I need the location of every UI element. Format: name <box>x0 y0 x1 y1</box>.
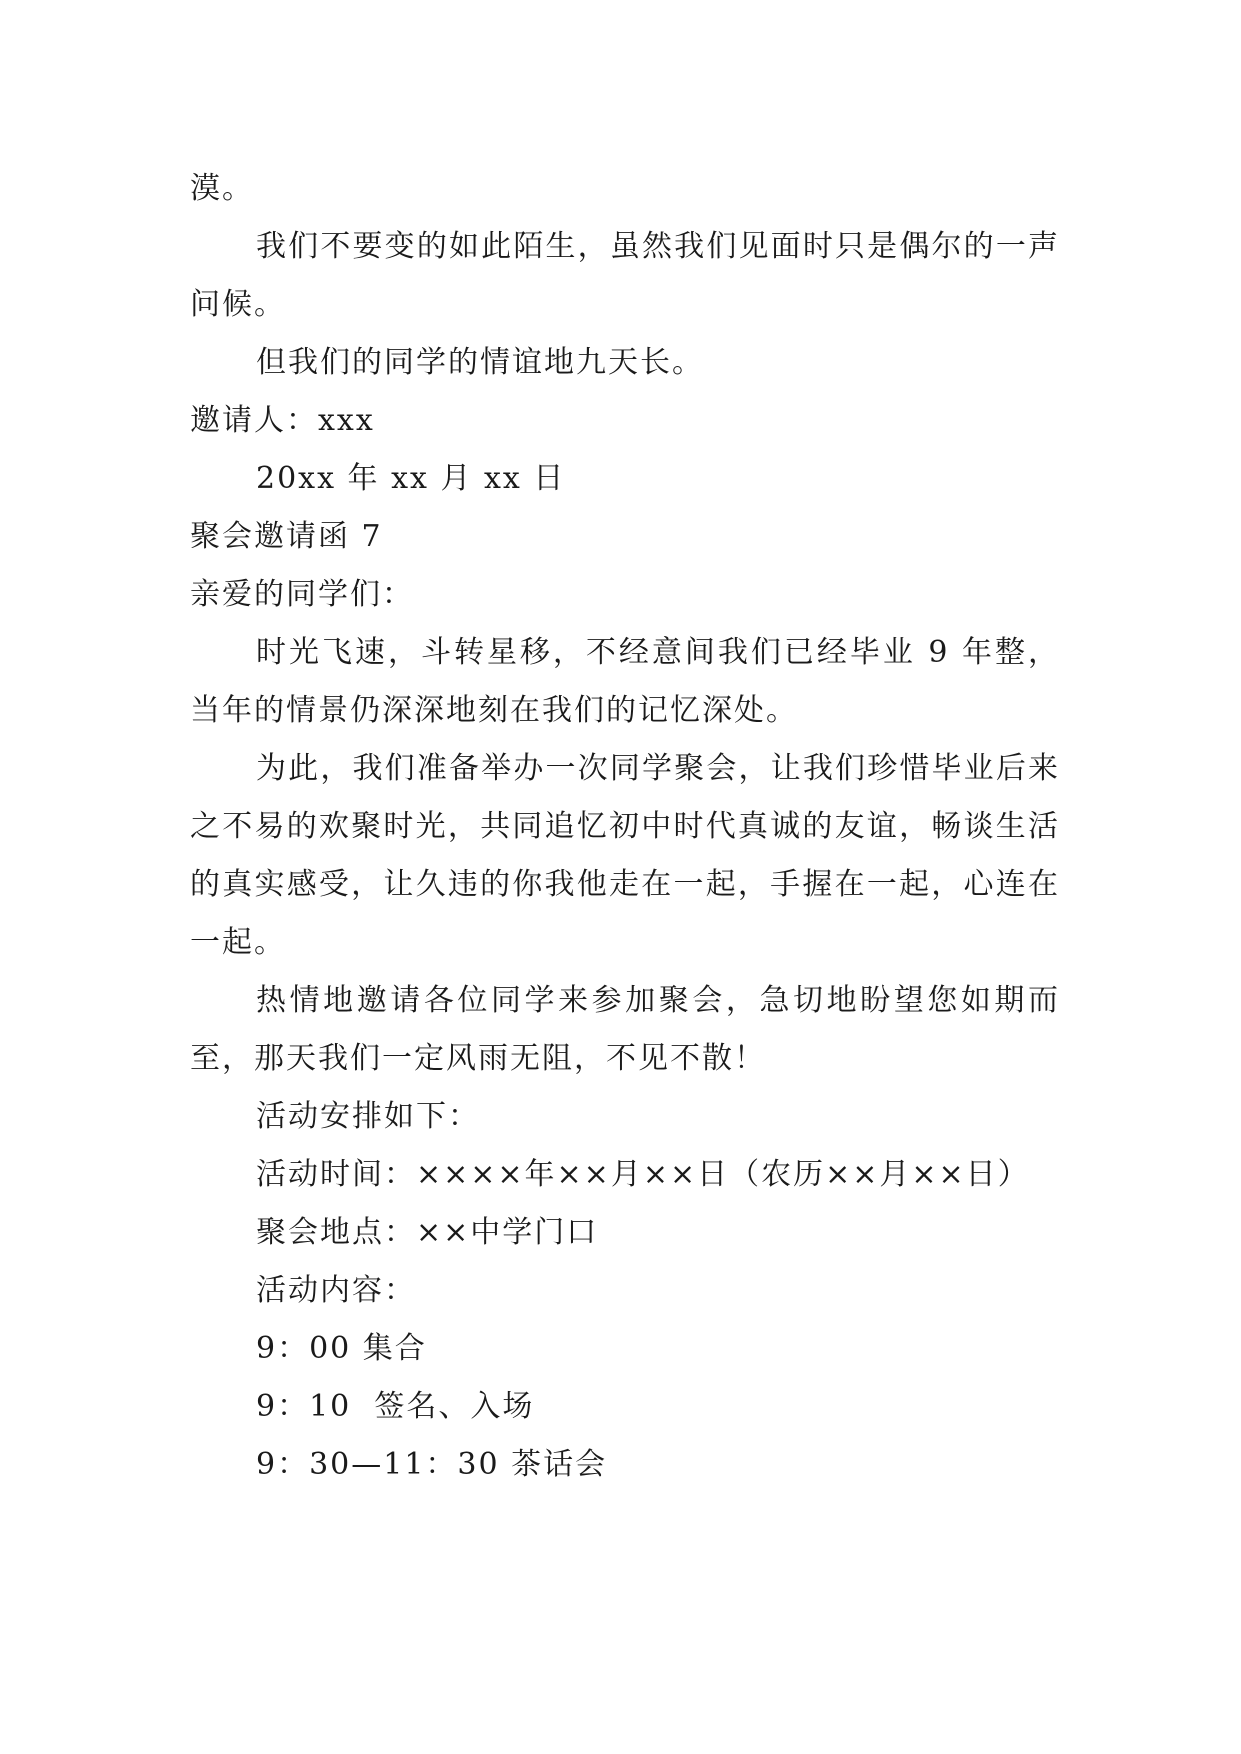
paragraph: 时光飞速，斗转星移，不经意间我们已经毕业 9 年整，当年的情景仍深深地刻在我们的记忆深处。 <box>190 635 1060 728</box>
event-time: 活动时间：××××年××月××日（农历××月××日） <box>256 1157 1030 1192</box>
paragraph: 我们不要变的如此陌生，虽然我们见面时只是偶尔的一声问候。 <box>190 229 1060 322</box>
paragraph: 漠。 <box>190 171 254 206</box>
document-body <box>190 160 1060 1494</box>
agenda-item: 9：30—11：30 茶话会 <box>256 1447 608 1482</box>
event-location: 聚会地点：××中学门口 <box>256 1215 599 1250</box>
agenda-item: 9：10 签名、入场 <box>256 1389 535 1424</box>
paragraph: 热情地邀请各位同学来参加聚会，急切地盼望您如期而至，那天我们一定风雨无阻，不见不散！ <box>190 983 1060 1076</box>
salutation: 亲爱的同学们： <box>190 577 414 612</box>
agenda-heading: 活动安排如下： <box>256 1099 480 1134</box>
paragraph: 但我们的同学的情谊地九天长。 <box>256 345 704 380</box>
paragraph: 为此，我们准备举办一次同学聚会，让我们珍惜毕业后来之不易的欢聚时光，共同追忆初中时代真诚的友谊，畅谈生活的真实感受，让久违的你我他走在一起，手握在一起，心连在一起。 <box>190 751 1060 960</box>
inviter-line: 邀请人：xxx <box>190 403 375 438</box>
agenda-item: 9：00 集合 <box>256 1331 427 1366</box>
date-line: 20xx 年 xx 月 xx 日 <box>256 461 566 496</box>
section-heading: 聚会邀请函 7 <box>190 519 383 554</box>
event-content-heading: 活动内容： <box>256 1273 416 1308</box>
